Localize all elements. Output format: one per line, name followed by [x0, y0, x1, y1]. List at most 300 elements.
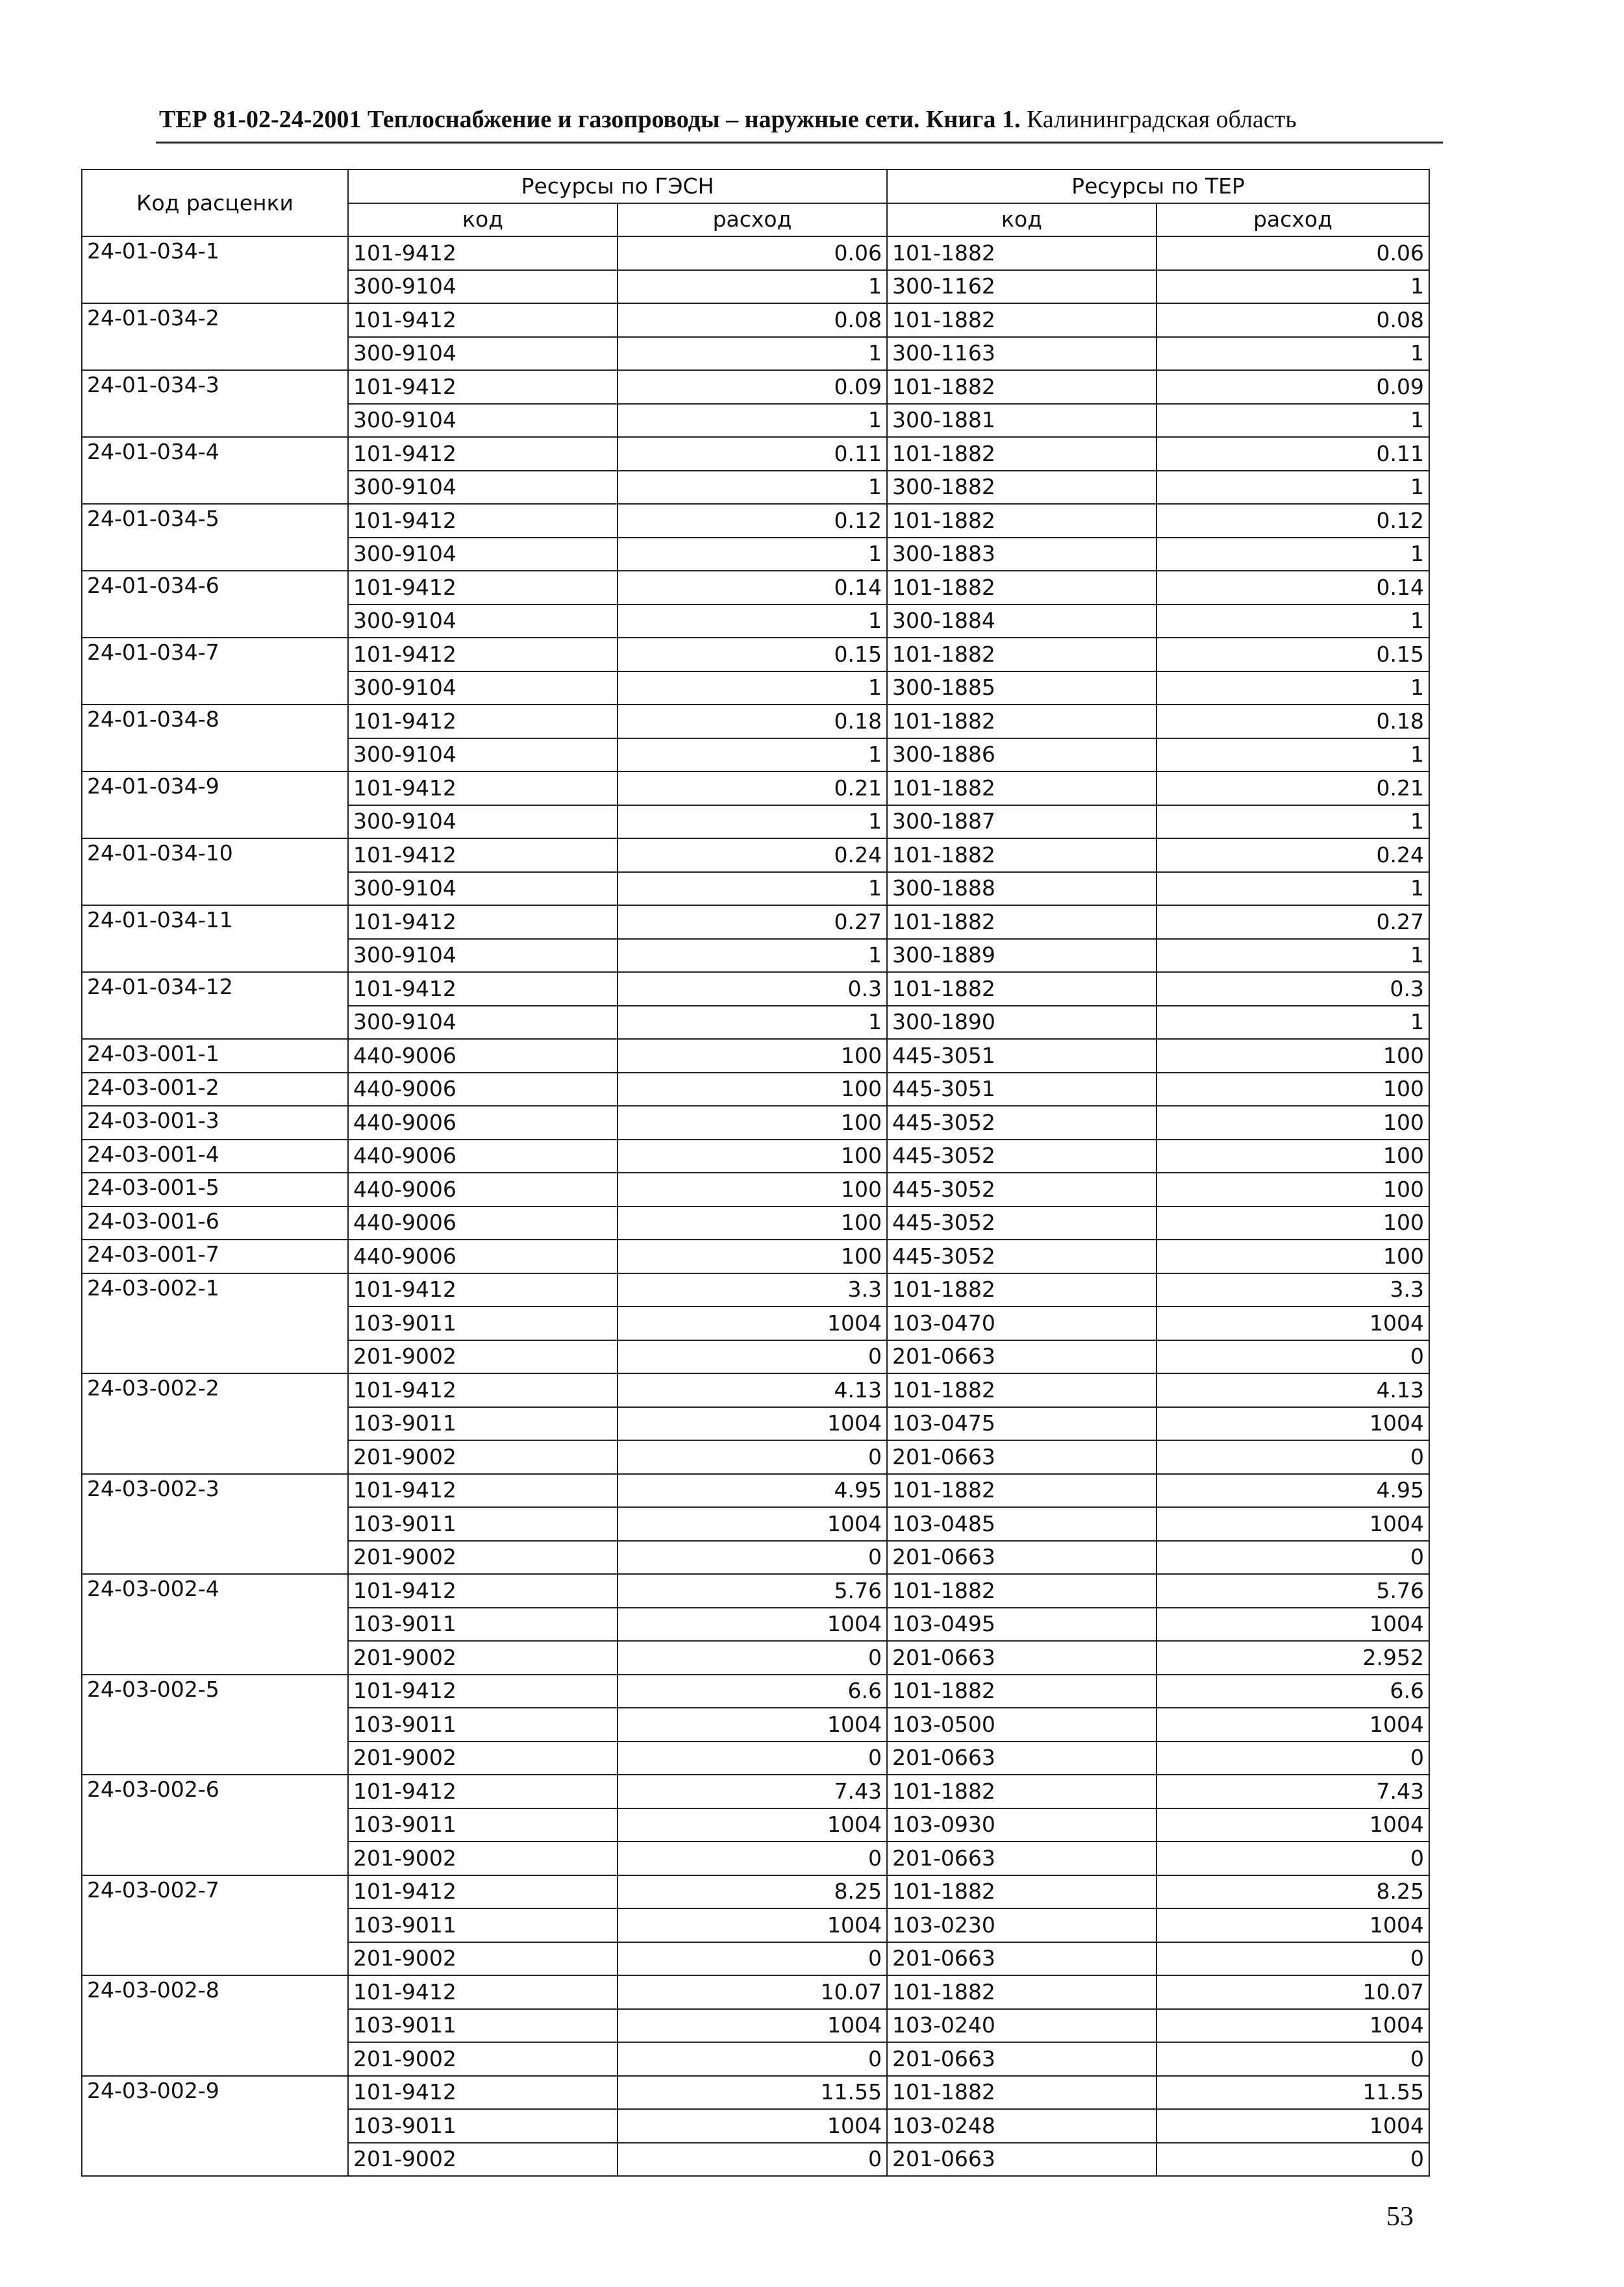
gesn-code-cell: 101-9412: [348, 838, 618, 872]
gesn-consumption-cell: 0: [618, 1541, 887, 1575]
ter-consumption-cell: 1004: [1156, 1808, 1429, 1842]
ter-code-cell: 201-0663: [887, 1340, 1156, 1374]
gesn-code-cell: 300-9104: [348, 1006, 618, 1040]
ter-code-cell: 101-1882: [887, 2076, 1156, 2110]
gesn-code-cell: 101-9412: [348, 1373, 618, 1407]
ter-consumption-cell: 1004: [1156, 1507, 1429, 1541]
gesn-consumption-cell: 1: [618, 404, 887, 438]
gesn-consumption-cell: 1004: [618, 1808, 887, 1842]
region-name: Калининградская область: [1026, 106, 1297, 133]
ter-code-cell: 300-1885: [887, 671, 1156, 705]
table-row: [82, 571, 1429, 605]
gesn-code-cell: 201-9002: [348, 1742, 618, 1775]
ter-consumption-cell: 7.43: [1156, 1775, 1429, 1808]
rate-code-cell: 24-03-001-5: [82, 1173, 348, 1206]
ter-code-cell: 300-1888: [887, 872, 1156, 906]
table-header: [82, 169, 1429, 236]
ter-consumption-cell: 0.12: [1156, 504, 1429, 538]
ter-consumption-cell: 0: [1156, 1440, 1429, 1474]
gesn-resources-header: Ресурсы по ГЭСН: [348, 169, 887, 203]
ter-consumption-cell: 1004: [1156, 2109, 1429, 2143]
gesn-code-cell: 300-9104: [348, 404, 618, 438]
gesn-code-cell: 300-9104: [348, 738, 618, 772]
ter-consumption-cell: 1: [1156, 872, 1429, 906]
gesn-code-cell: 101-9412: [348, 905, 618, 939]
gesn-code-cell: 300-9104: [348, 270, 618, 304]
gesn-code-cell: 440-9006: [348, 1173, 618, 1206]
ter-consumption-cell: 0.15: [1156, 638, 1429, 671]
gesn-consumption-cell: 0: [618, 2042, 887, 2076]
ter-code-cell: 101-1882: [887, 303, 1156, 337]
ter-code-cell: 101-1882: [887, 1675, 1156, 1708]
gesn-code-cell: 201-9002: [348, 1842, 618, 1875]
rate-code-cell: 24-03-002-4: [82, 1574, 348, 1675]
rate-code-cell: 24-03-001-7: [82, 1240, 348, 1273]
gesn-consumption-cell: 1: [618, 872, 887, 906]
ter-code-cell: 101-1882: [887, 437, 1156, 471]
ter-consumption-cell: 1004: [1156, 2009, 1429, 2043]
ter-code-cell: 300-1882: [887, 471, 1156, 505]
table-row: [82, 1574, 1429, 1608]
ter-code-cell: 300-1883: [887, 538, 1156, 571]
ter-consumption-cell: 4.13: [1156, 1373, 1429, 1407]
gesn-code-cell: 103-9011: [348, 1608, 618, 1642]
table-row: [82, 1106, 1429, 1140]
rate-code-cell: 24-01-034-2: [82, 303, 348, 370]
ter-code-cell: 101-1882: [887, 504, 1156, 538]
table-row: [82, 1775, 1429, 1808]
ter-consumption-cell: 100: [1156, 1106, 1429, 1140]
ter-consumption-cell: 1004: [1156, 1407, 1429, 1441]
gesn-code-cell: 440-9006: [348, 1039, 618, 1073]
ter-consumption-cell: 0: [1156, 1842, 1429, 1875]
gesn-code-cell: 101-9412: [348, 1474, 618, 1508]
gesn-code-cell: 103-9011: [348, 1507, 618, 1541]
gesn-code-cell: 300-9104: [348, 939, 618, 973]
rate-code-cell: 24-03-002-3: [82, 1474, 348, 1575]
rate-code-cell: 24-03-002-6: [82, 1775, 348, 1875]
rate-code-cell: 24-03-001-4: [82, 1140, 348, 1173]
gesn-code-cell: 440-9006: [348, 1206, 618, 1240]
ter-consumption-cell: 1004: [1156, 1908, 1429, 1942]
gesn-code-cell: 101-9412: [348, 236, 618, 270]
gesn-code-cell: 201-9002: [348, 1541, 618, 1575]
gesn-code-cell: 101-9412: [348, 1273, 618, 1307]
ter-consumption-cell: 0.24: [1156, 838, 1429, 872]
ter-code-cell: 445-3052: [887, 1206, 1156, 1240]
table-row: [82, 1875, 1429, 1909]
rate-code-cell: 24-03-002-8: [82, 1975, 348, 2076]
ter-consumption-cell: 0.09: [1156, 370, 1429, 404]
gesn-consumption-cell: 0: [618, 1942, 887, 1976]
rate-code-cell: 24-03-001-3: [82, 1106, 348, 1140]
table-row: [82, 905, 1429, 939]
gesn-consumption-cell: 1: [618, 939, 887, 973]
ter-consumption-cell: 0.27: [1156, 905, 1429, 939]
ter-code-cell: 445-3051: [887, 1073, 1156, 1106]
ter-consumption-cell: 10.07: [1156, 1975, 1429, 2009]
table-row: [82, 437, 1429, 471]
rate-code-cell: 24-01-034-9: [82, 771, 348, 838]
rate-code-cell: 24-01-034-5: [82, 504, 348, 571]
ter-consumption-cell: 100: [1156, 1173, 1429, 1206]
ter-consumption-cell: 1: [1156, 337, 1429, 371]
table-row: [82, 1474, 1429, 1508]
gesn-code-cell: 201-9002: [348, 2143, 618, 2177]
ter-code-cell: 445-3052: [887, 1240, 1156, 1273]
rate-code-cell: 24-01-034-8: [82, 705, 348, 771]
ter-code-cell: 101-1882: [887, 571, 1156, 605]
ter-code-cell: 103-0248: [887, 2109, 1156, 2143]
gesn-code-cell: 101-9412: [348, 638, 618, 671]
ter-code-cell: 101-1882: [887, 370, 1156, 404]
gesn-code-cell: 101-9412: [348, 1574, 618, 1608]
gesn-code-cell: 103-9011: [348, 1908, 618, 1942]
table-row: [82, 771, 1429, 805]
gesn-code-cell: 201-9002: [348, 1942, 618, 1976]
table-row: [82, 303, 1429, 337]
page-number: 53: [1386, 2202, 1414, 2232]
gesn-consumption-cell: 0: [618, 1842, 887, 1875]
ter-code-cell: 103-0230: [887, 1908, 1156, 1942]
ter-code-cell: 445-3052: [887, 1140, 1156, 1173]
rate-code-cell: 24-01-034-4: [82, 437, 348, 504]
ter-consumption-cell: 5.76: [1156, 1574, 1429, 1608]
ter-consumption-header: расход: [1156, 203, 1429, 237]
ter-consumption-cell: 1: [1156, 538, 1429, 571]
gesn-consumption-cell: 4.13: [618, 1373, 887, 1407]
gesn-consumption-cell: 4.95: [618, 1474, 887, 1508]
gesn-code-cell: 201-9002: [348, 1340, 618, 1374]
gesn-consumption-cell: 0: [618, 2143, 887, 2177]
gesn-code-cell: 300-9104: [348, 605, 618, 638]
table-row: [82, 2076, 1429, 2110]
ter-consumption-cell: 0.21: [1156, 771, 1429, 805]
ter-code-cell: 201-0663: [887, 1541, 1156, 1575]
ter-consumption-cell: 1004: [1156, 1708, 1429, 1742]
gesn-code-cell: 300-9104: [348, 805, 618, 839]
gesn-consumption-cell: 1: [618, 270, 887, 304]
ter-consumption-cell: 0.18: [1156, 705, 1429, 738]
gesn-consumption-cell: 100: [618, 1039, 887, 1073]
table-body: [82, 236, 1429, 2176]
gesn-consumption-cell: 8.25: [618, 1875, 887, 1909]
ter-consumption-cell: 8.25: [1156, 1875, 1429, 1909]
ter-code-cell: 103-0500: [887, 1708, 1156, 1742]
gesn-code-cell: 300-9104: [348, 471, 618, 505]
header-rule: [156, 142, 1443, 144]
ter-consumption-cell: 0: [1156, 1942, 1429, 1976]
gesn-consumption-cell: 100: [618, 1106, 887, 1140]
rate-code-cell: 24-03-001-2: [82, 1073, 348, 1106]
gesn-consumption-header: расход: [618, 203, 887, 237]
gesn-consumption-cell: 100: [618, 1073, 887, 1106]
gesn-consumption-cell: 1: [618, 738, 887, 772]
ter-consumption-cell: 1: [1156, 671, 1429, 705]
ter-code-cell: 445-3052: [887, 1106, 1156, 1140]
ter-code-cell: 300-1889: [887, 939, 1156, 973]
ter-code-cell: 101-1882: [887, 1775, 1156, 1808]
ter-code-cell: 101-1882: [887, 1373, 1156, 1407]
gesn-code-header: код: [348, 203, 618, 237]
ter-code-cell: 101-1882: [887, 1875, 1156, 1909]
ter-code-cell: 103-0475: [887, 1407, 1156, 1441]
gesn-consumption-cell: 100: [618, 1173, 887, 1206]
gesn-consumption-cell: 0: [618, 1440, 887, 1474]
table-row: [82, 972, 1429, 1006]
rate-code-cell: 24-01-034-10: [82, 838, 348, 905]
gesn-code-cell: 101-9412: [348, 1675, 618, 1708]
gesn-code-cell: 101-9412: [348, 705, 618, 738]
rate-code-cell: 24-01-034-1: [82, 236, 348, 303]
rate-code-cell: 24-03-001-1: [82, 1039, 348, 1073]
gesn-consumption-cell: 1004: [618, 1407, 887, 1441]
ter-consumption-cell: 1: [1156, 805, 1429, 839]
ter-code-cell: 445-3052: [887, 1173, 1156, 1206]
ter-consumption-cell: 4.95: [1156, 1474, 1429, 1508]
ter-code-cell: 103-0240: [887, 2009, 1156, 2043]
gesn-code-cell: 300-9104: [348, 337, 618, 371]
gesn-code-cell: 101-9412: [348, 1875, 618, 1909]
rate-code-cell: 24-01-034-12: [82, 972, 348, 1039]
gesn-code-cell: 101-9412: [348, 437, 618, 471]
gesn-code-cell: 440-9006: [348, 1106, 618, 1140]
gesn-consumption-cell: 1: [618, 671, 887, 705]
ter-code-cell: 300-1881: [887, 404, 1156, 438]
table-row: [82, 1240, 1429, 1273]
gesn-code-cell: 201-9002: [348, 1440, 618, 1474]
table-row: [82, 504, 1429, 538]
ter-code-cell: 101-1882: [887, 771, 1156, 805]
ter-consumption-cell: 1: [1156, 270, 1429, 304]
ter-code-cell: 103-0485: [887, 1507, 1156, 1541]
rate-code-cell: 24-01-034-6: [82, 571, 348, 638]
ter-code-cell: 101-1882: [887, 838, 1156, 872]
gesn-consumption-cell: 1: [618, 805, 887, 839]
table-row: [82, 838, 1429, 872]
gesn-consumption-cell: 1004: [618, 2009, 887, 2043]
gesn-consumption-cell: 1: [618, 471, 887, 505]
rate-code-cell: 24-01-034-11: [82, 905, 348, 972]
rate-code-header: Код расценки: [82, 169, 348, 236]
gesn-code-cell: 103-9011: [348, 2009, 618, 2043]
table-row: [82, 1173, 1429, 1206]
ter-code-cell: 103-0930: [887, 1808, 1156, 1842]
gesn-code-cell: 103-9011: [348, 1708, 618, 1742]
gesn-code-cell: 101-9412: [348, 1775, 618, 1808]
gesn-consumption-cell: 0.08: [618, 303, 887, 337]
ter-consumption-cell: 0: [1156, 2143, 1429, 2177]
gesn-consumption-cell: 5.76: [618, 1574, 887, 1608]
ter-consumption-cell: 100: [1156, 1039, 1429, 1073]
table-row: [82, 1206, 1429, 1240]
gesn-consumption-cell: 1: [618, 1006, 887, 1040]
gesn-consumption-cell: 0.24: [618, 838, 887, 872]
gesn-consumption-cell: 0.18: [618, 705, 887, 738]
ter-code-header: код: [887, 203, 1156, 237]
ter-code-cell: 101-1882: [887, 1975, 1156, 2009]
gesn-consumption-cell: 0.14: [618, 571, 887, 605]
gesn-code-cell: 300-9104: [348, 671, 618, 705]
table-row: [82, 705, 1429, 738]
ter-consumption-cell: 0: [1156, 1742, 1429, 1775]
rate-code-cell: 24-03-002-7: [82, 1875, 348, 1976]
ter-consumption-cell: 1004: [1156, 1306, 1429, 1340]
ter-consumption-cell: 0.11: [1156, 437, 1429, 471]
ter-code-cell: 300-1884: [887, 605, 1156, 638]
ter-code-cell: 201-0663: [887, 1842, 1156, 1875]
table-row: [82, 1675, 1429, 1708]
gesn-code-cell: 300-9104: [348, 538, 618, 571]
ter-code-cell: 101-1882: [887, 1273, 1156, 1307]
gesn-code-cell: 101-9412: [348, 2076, 618, 2110]
gesn-consumption-cell: 0.27: [618, 905, 887, 939]
gesn-consumption-cell: 0.15: [618, 638, 887, 671]
rate-code-cell: 24-01-034-3: [82, 370, 348, 437]
gesn-code-cell: 201-9002: [348, 1641, 618, 1675]
ter-code-cell: 103-0495: [887, 1608, 1156, 1642]
gesn-consumption-cell: 0: [618, 1742, 887, 1775]
ter-code-cell: 201-0663: [887, 2042, 1156, 2076]
gesn-consumption-cell: 1004: [618, 1908, 887, 1942]
ter-code-cell: 101-1882: [887, 905, 1156, 939]
ter-code-cell: 300-1163: [887, 337, 1156, 371]
ter-consumption-cell: 1: [1156, 1006, 1429, 1040]
gesn-consumption-cell: 100: [618, 1206, 887, 1240]
ter-code-cell: 103-0470: [887, 1306, 1156, 1340]
ter-consumption-cell: 1: [1156, 471, 1429, 505]
ter-code-cell: 101-1882: [887, 1474, 1156, 1508]
header-row-top: [82, 169, 1429, 203]
ter-code-cell: 101-1882: [887, 1574, 1156, 1608]
gesn-consumption-cell: 0: [618, 1340, 887, 1374]
rate-code-cell: 24-03-002-2: [82, 1373, 348, 1474]
gesn-consumption-cell: 1004: [618, 1306, 887, 1340]
gesn-code-cell: 440-9006: [348, 1240, 618, 1273]
ter-code-cell: 201-0663: [887, 1742, 1156, 1775]
ter-consumption-cell: 3.3: [1156, 1273, 1429, 1307]
gesn-consumption-cell: 10.07: [618, 1975, 887, 2009]
gesn-consumption-cell: 11.55: [618, 2076, 887, 2110]
ter-resources-header: Ресурсы по ТЕР: [887, 169, 1429, 203]
ter-consumption-cell: 0: [1156, 1541, 1429, 1575]
rate-code-cell: 24-01-034-7: [82, 638, 348, 705]
ter-consumption-cell: 100: [1156, 1073, 1429, 1106]
gesn-code-cell: 101-9412: [348, 504, 618, 538]
ter-code-cell: 201-0663: [887, 1942, 1156, 1976]
gesn-code-cell: 101-9412: [348, 1975, 618, 2009]
ter-consumption-cell: 100: [1156, 1240, 1429, 1273]
gesn-code-cell: 103-9011: [348, 1306, 618, 1340]
gesn-code-cell: 440-9006: [348, 1140, 618, 1173]
ter-code-cell: 201-0663: [887, 1440, 1156, 1474]
gesn-code-cell: 201-9002: [348, 2042, 618, 2076]
gesn-consumption-cell: 1004: [618, 1608, 887, 1642]
ter-consumption-cell: 0: [1156, 2042, 1429, 2076]
gesn-consumption-cell: 0: [618, 1641, 887, 1675]
ter-consumption-cell: 0.08: [1156, 303, 1429, 337]
ter-code-cell: 201-0663: [887, 2143, 1156, 2177]
gesn-consumption-cell: 0.21: [618, 771, 887, 805]
gesn-code-cell: 103-9011: [348, 1808, 618, 1842]
gesn-consumption-cell: 1: [618, 538, 887, 571]
ter-code-cell: 201-0663: [887, 1641, 1156, 1675]
gesn-consumption-cell: 7.43: [618, 1775, 887, 1808]
gesn-consumption-cell: 3.3: [618, 1273, 887, 1307]
gesn-consumption-cell: 0.09: [618, 370, 887, 404]
page-header: [159, 104, 1438, 135]
ter-consumption-cell: 100: [1156, 1206, 1429, 1240]
gesn-code-cell: 101-9412: [348, 771, 618, 805]
gesn-code-cell: 101-9412: [348, 370, 618, 404]
ter-code-cell: 101-1882: [887, 638, 1156, 671]
ter-consumption-cell: 1: [1156, 404, 1429, 438]
ter-consumption-cell: 0.06: [1156, 236, 1429, 270]
table-row: [82, 1273, 1429, 1307]
ter-consumption-cell: 1: [1156, 939, 1429, 973]
gesn-consumption-cell: 0.12: [618, 504, 887, 538]
ter-consumption-cell: 6.6: [1156, 1675, 1429, 1708]
ter-consumption-cell: 0.3: [1156, 972, 1429, 1006]
gesn-code-cell: 103-9011: [348, 2109, 618, 2143]
table-row: [82, 1073, 1429, 1106]
gesn-consumption-cell: 0.11: [618, 437, 887, 471]
table-row: [82, 1975, 1429, 2009]
ter-code-cell: 101-1882: [887, 236, 1156, 270]
rate-code-cell: 24-03-002-5: [82, 1675, 348, 1775]
gesn-consumption-cell: 1004: [618, 1507, 887, 1541]
gesn-code-cell: 300-9104: [348, 872, 618, 906]
gesn-consumption-cell: 100: [618, 1140, 887, 1173]
gesn-consumption-cell: 100: [618, 1240, 887, 1273]
ter-consumption-cell: 100: [1156, 1140, 1429, 1173]
rate-code-cell: 24-03-002-1: [82, 1273, 348, 1374]
gesn-consumption-cell: 0.06: [618, 236, 887, 270]
table-row: [82, 638, 1429, 671]
ter-code-cell: 300-1162: [887, 270, 1156, 304]
gesn-code-cell: 101-9412: [348, 972, 618, 1006]
table-row: [82, 370, 1429, 404]
ter-code-cell: 101-1882: [887, 705, 1156, 738]
gesn-consumption-cell: 0.3: [618, 972, 887, 1006]
ter-consumption-cell: 11.55: [1156, 2076, 1429, 2110]
ter-consumption-cell: 1: [1156, 738, 1429, 772]
ter-code-cell: 300-1890: [887, 1006, 1156, 1040]
ter-consumption-cell: 0: [1156, 1340, 1429, 1374]
ter-code-cell: 300-1887: [887, 805, 1156, 839]
ter-code-cell: 300-1886: [887, 738, 1156, 772]
table-row: [82, 1373, 1429, 1407]
ter-code-cell: 445-3051: [887, 1039, 1156, 1073]
ter-consumption-cell: 0.14: [1156, 571, 1429, 605]
document-title: ТЕР 81-02-24-2001 Теплоснабжение и газопроводы – наружные сети. Книга 1.: [159, 106, 1021, 133]
gesn-code-cell: 101-9412: [348, 571, 618, 605]
gesn-consumption-cell: 6.6: [618, 1675, 887, 1708]
rate-code-cell: 24-03-001-6: [82, 1206, 348, 1240]
table-row: [82, 236, 1429, 270]
table-row: [82, 1039, 1429, 1073]
ter-consumption-cell: 2.952: [1156, 1641, 1429, 1675]
gesn-code-cell: 440-9006: [348, 1073, 618, 1106]
ter-consumption-cell: 1: [1156, 605, 1429, 638]
resources-table: [81, 169, 1430, 2177]
gesn-code-cell: 101-9412: [348, 303, 618, 337]
table-row: [82, 1140, 1429, 1173]
gesn-consumption-cell: 1004: [618, 1708, 887, 1742]
rate-code-cell: 24-03-002-9: [82, 2076, 348, 2177]
ter-consumption-cell: 1004: [1156, 1608, 1429, 1642]
gesn-consumption-cell: 1: [618, 605, 887, 638]
